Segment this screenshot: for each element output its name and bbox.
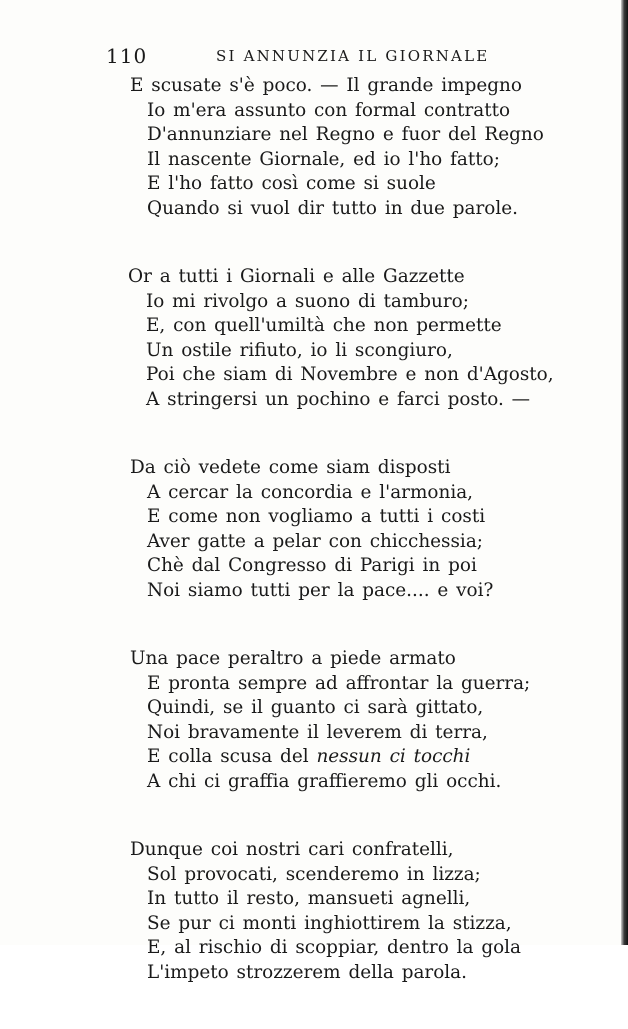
verse-line: E come non vogliamo a tutti i costi xyxy=(147,506,486,527)
stanza-4 xyxy=(0,647,628,794)
verse-line: A stringersi un pochino e farci posto. — xyxy=(146,388,531,410)
verse-line: Aver gatte a pelar con chicchessia; xyxy=(147,530,483,552)
verse-text: E colla scusa del xyxy=(147,746,317,767)
verse-line: A chi ci graffia graffieremo gli occhi. xyxy=(147,770,502,792)
verse-line: L'impeto strozzerem della parola. xyxy=(147,961,467,983)
stanza-3 xyxy=(0,456,628,603)
verse-line: Quando si vuol dir tutto in due parole. xyxy=(147,197,518,219)
verse-line: Un ostile rifiuto, io li scongiuro, xyxy=(146,339,453,361)
verse-line: Quindi, se il guanto ci sarà gittato, xyxy=(147,697,484,718)
page-header xyxy=(0,44,628,68)
verse-line: E, con quell'umiltà che non permette xyxy=(146,315,502,336)
poem xyxy=(0,74,628,1029)
verse-line: Io m'era assunto con formal contratto xyxy=(147,99,511,121)
verse-line: Il nascente Giornale, ed io l'ho fatto; xyxy=(147,148,500,170)
verse-line: In tutto il resto, mansueti agnelli, xyxy=(147,888,471,909)
verse-line: E l'ho fatto così come si suole xyxy=(147,173,436,194)
verse-line: Io mi rivolgo a suono di tamburo; xyxy=(146,290,469,312)
verse-line: Noi bravamente il leverem di terra, xyxy=(147,721,488,743)
italic-phrase: nessun ci tocchi xyxy=(316,746,471,767)
verse-line: Dunque coi nostri cari confratelli, xyxy=(130,839,454,860)
verse-line: E pronta sempre ad affrontar la guerra; xyxy=(147,672,531,694)
stanza-5 xyxy=(0,838,628,985)
verse-line: A cercar la concordia e l'armonia, xyxy=(147,481,474,503)
verse-line xyxy=(0,745,628,770)
verse-line: E, al rischio di scoppiar, dentro la gola xyxy=(147,937,522,958)
verse-line: E scusate s'è poco. — Il grande impegno xyxy=(130,75,522,96)
verse-line: Poi che siam di Novembre e non d'Agosto, xyxy=(146,364,554,385)
verse-line: Se pur ci monti inghiottirem la stizza, xyxy=(147,912,512,934)
stanza-2 xyxy=(0,265,628,412)
verse-line: D'annunziare nel Regno e fuor del Regno xyxy=(147,124,544,145)
page-number: 110 xyxy=(106,44,148,68)
verse-line: Sol provocati, scenderemo in lizza; xyxy=(147,863,481,885)
verse-line: Or a tutti i Giornali e alle Gazzette xyxy=(128,266,465,287)
verse-line: Noi siamo tutti per la pace.... e voi? xyxy=(147,579,494,601)
running-title: SI ANNUNZIA IL GIORNALE xyxy=(216,47,490,65)
verse-line: Chè dal Congresso di Parigi in poi xyxy=(147,555,477,576)
verse-line: Da ciò vedete come siam disposti xyxy=(130,457,451,478)
verse-line: Una pace peraltro a piede armato xyxy=(130,648,456,669)
stanza-1 xyxy=(0,74,628,221)
